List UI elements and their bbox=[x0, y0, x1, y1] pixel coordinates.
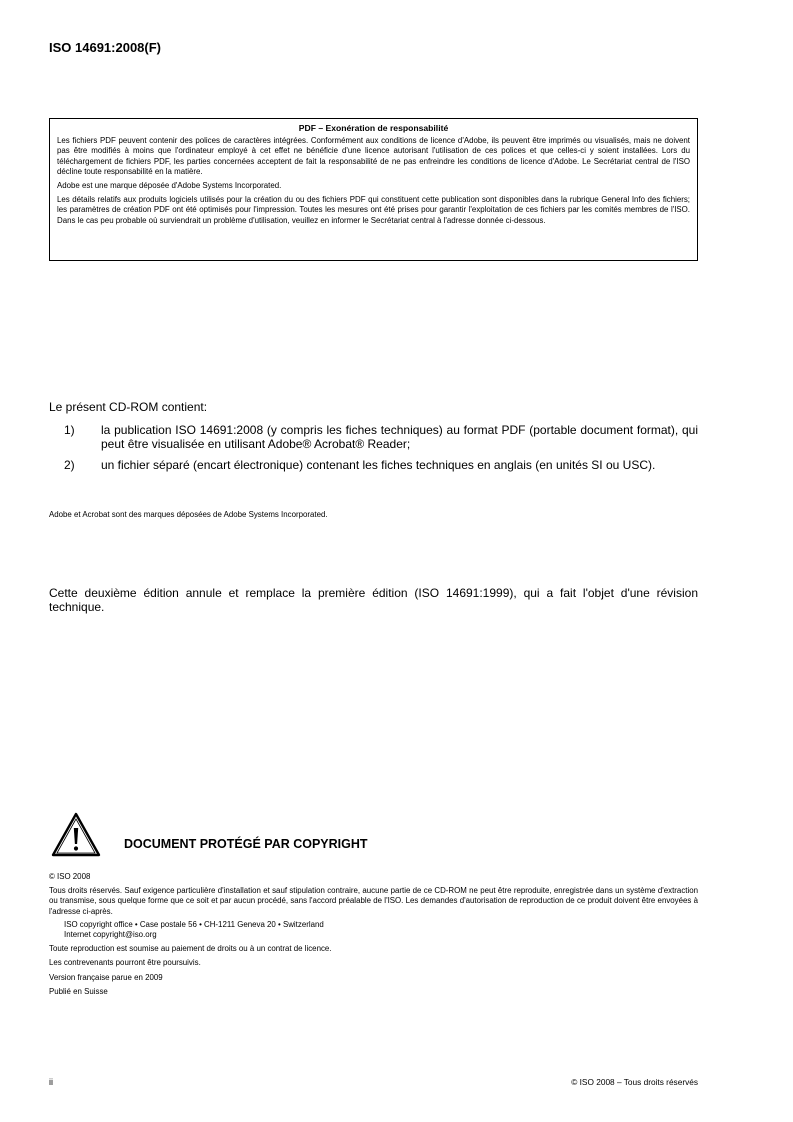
copyright-rights-text: Tous droits réservés. Sauf exigence particulière d'installation et sauf stipulation contraire, aucune partie de ce CD-ROM ne peut être reproduite, enregistrée dans un système d'extraction ou transmise, sous quelque forme que ce soit et par aucun procédé, sans l'accord préalable de l'ISO. Les demandes d'autorisation de reproduction de ce produit doivent être envoyées à l'adresse ci-après. bbox=[49, 886, 698, 916]
disclaimer-paragraph: Les détails relatifs aux produits logiciels utilisés pour la création du ou des fichiers PDF qui constituent cette publication sont disponibles dans la rubrique General Info des fichiers; les paramètres de création PDF ont été optimisés pour l'impression. Toutes les mesures ont été prises pour garantir l'exploitation de ces fichiers par les comités membres de l'ISO. Dans le cas peu probable où surviendrait un problème d'utilisation, veuillez en informer le Secrétariat central à l'adresse donnée ci-dessous. bbox=[57, 195, 690, 225]
disclaimer-paragraph: Les fichiers PDF peuvent contenir des polices de caractères intégrées. Conformément aux conditions de licence d'Adobe, ils peuvent être imprimés ou visualisés, mais ne doivent pas être modifiés à moins que l'ordinateur employé à cet effet ne bénéficie d'une licence autorisant l'utilisation de ces polices et que celles-ci y soient installées. Lors du téléchargement de fichiers PDF, les parties concernées acceptent de fait la responsabilité de ne pas enfreindre les conditions de licence d'Adobe. Le Secrétariat central de l'ISO décline toute responsabilité en la matière. bbox=[57, 136, 690, 176]
prosecution-text: Les contrevenants pourront être poursuivis. bbox=[49, 958, 201, 968]
list-item bbox=[49, 458, 698, 472]
address-line: Internet copyright@iso.org bbox=[64, 930, 157, 940]
document-id: ISO 14691:2008(F) bbox=[49, 40, 162, 55]
disclaimer-paragraph: Adobe est une marque déposée d'Adobe Systems Incorporated. bbox=[57, 181, 282, 191]
cd-contents bbox=[49, 400, 698, 479]
edition-note: Cette deuxième édition annule et remplace la première édition (ISO 14691:1999), qui a fait l'objet d'une révision technique. bbox=[49, 586, 698, 614]
trademark-note: Adobe et Acrobat sont des marques déposées de Adobe Systems Incorporated. bbox=[49, 510, 328, 519]
version-text: Version française parue en 2009 bbox=[49, 972, 163, 982]
footer-copyright: © ISO 2008 – Tous droits réservés bbox=[571, 1077, 698, 1087]
pdf-disclaimer-box bbox=[49, 118, 698, 261]
published-text: Publié en Suisse bbox=[49, 986, 108, 996]
list-item-text: la publication ISO 14691:2008 (y compris les fiches techniques) au format PDF (portable document format), qui peut être visualisée en utilisant Adobe® Acrobat® Reader; bbox=[101, 423, 698, 451]
list-item-number: 2) bbox=[64, 458, 75, 472]
copyright-address bbox=[49, 920, 698, 940]
page-number: ii bbox=[49, 1077, 53, 1087]
warning-triangle-icon bbox=[49, 810, 103, 860]
license-text: Toute reproduction est soumise au paiement de droits ou à un contrat de licence. bbox=[49, 944, 332, 954]
list-item-number: 1) bbox=[64, 423, 75, 437]
disclaimer-title: PDF – Exonération de responsabilité bbox=[298, 123, 449, 133]
copyright-year: © ISO 2008 bbox=[49, 872, 91, 881]
list-item-text: un fichier séparé (encart électronique) contenant les fiches techniques en anglais (en unités SI ou USC). bbox=[101, 458, 656, 472]
copyright-block bbox=[49, 872, 698, 1001]
cd-contents-list bbox=[49, 423, 698, 472]
cd-contents-intro: Le présent CD-ROM contient: bbox=[49, 400, 208, 414]
copyright-heading: DOCUMENT PROTÉGÉ PAR COPYRIGHT bbox=[124, 837, 368, 851]
address-line: ISO copyright office • Case postale 56 • CH-1211 Geneva 20 • Switzerland bbox=[64, 919, 324, 929]
list-item bbox=[49, 423, 698, 451]
